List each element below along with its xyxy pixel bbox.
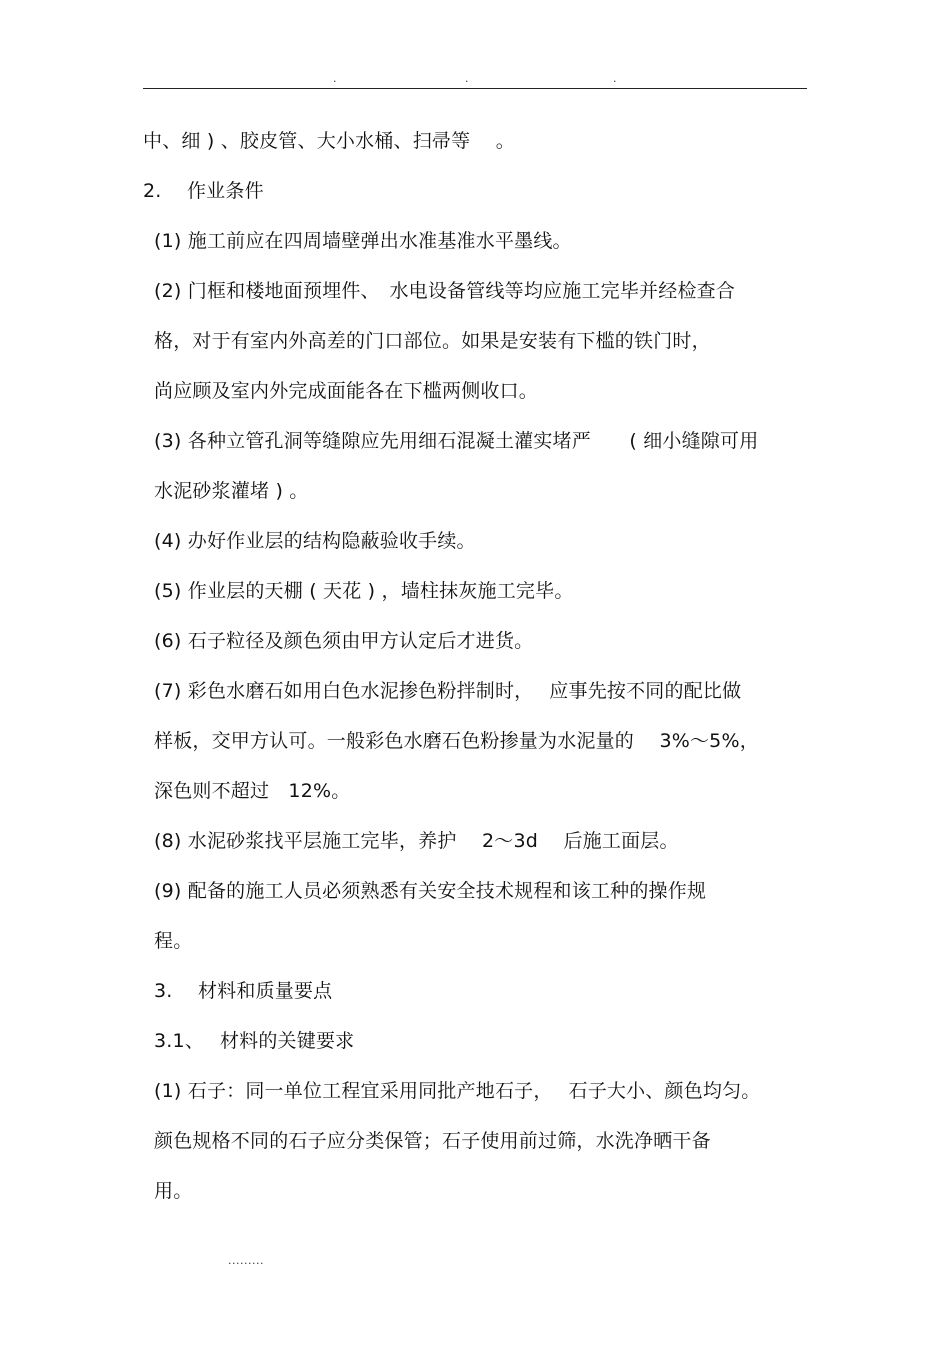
footer-dots: ......... [228, 1254, 264, 1267]
body-line: 格，对于有室内外高差的门口部位。如果是安装有下槛的铁门时， [154, 330, 711, 352]
body-line: 颜色规格不同的石子应分类保管；石子使用前过筛，水洗净晒干备 [154, 1130, 711, 1152]
list-item: (7) 彩色水磨石如用白色水泥掺色粉拌制时， 应事先按不同的配比做 [154, 680, 742, 702]
section-heading: 2. 作业条件 [143, 180, 264, 202]
body-line: 样板，交甲方认可。一般彩色水磨石色粉掺量为水泥量的 3%～5%， [154, 730, 759, 752]
header-dot: . [333, 72, 337, 85]
header-rule [143, 88, 807, 89]
body-line: 中、细 ) 、胶皮管、大小水桶、扫帚等 。 [143, 130, 515, 152]
list-item: (3) 各种立管孔洞等缝隙应先用细石混凝土灌实堵严 ( 细小缝隙可用 [154, 430, 759, 452]
list-item: (2) 门框和楼地面预埋件、 水电设备管线等均应施工完毕并经检查合 [154, 280, 736, 302]
body-line: 程。 [154, 930, 193, 952]
list-item: (6) 石子粒径及颜色须由甲方认定后才进货。 [154, 630, 534, 652]
section-heading: 3. 材料和质量要点 [154, 980, 333, 1002]
body-line: 用。 [154, 1180, 193, 1202]
list-item: (9) 配备的施工人员必须熟悉有关安全技术规程和该工种的操作规 [154, 880, 707, 902]
list-item: (8) 水泥砂浆找平层施工完毕，养护 2～3d 后施工面层。 [154, 830, 679, 852]
list-item: (5) 作业层的天棚 ( 天花 ) ，墙柱抹灰施工完毕。 [154, 580, 574, 602]
header-dot: . [465, 72, 469, 85]
list-item: (1) 施工前应在四周墙壁弹出水准基准水平墨线。 [154, 230, 572, 252]
body-line: 深色则不超过 12%。 [154, 780, 351, 802]
list-item: (1) 石子：同一单位工程宜采用同批产地石子， 石子大小、颜色均匀。 [154, 1080, 761, 1102]
list-item: (4) 办好作业层的结构隐蔽验收手续。 [154, 530, 476, 552]
subsection-heading: 3.1、 材料的关键要求 [154, 1030, 355, 1052]
body-line: 尚应顾及室内外完成面能各在下槛两侧收口。 [154, 380, 539, 402]
body-line: 水泥砂浆灌堵 ) 。 [154, 480, 309, 502]
header-dot: . [613, 72, 617, 85]
